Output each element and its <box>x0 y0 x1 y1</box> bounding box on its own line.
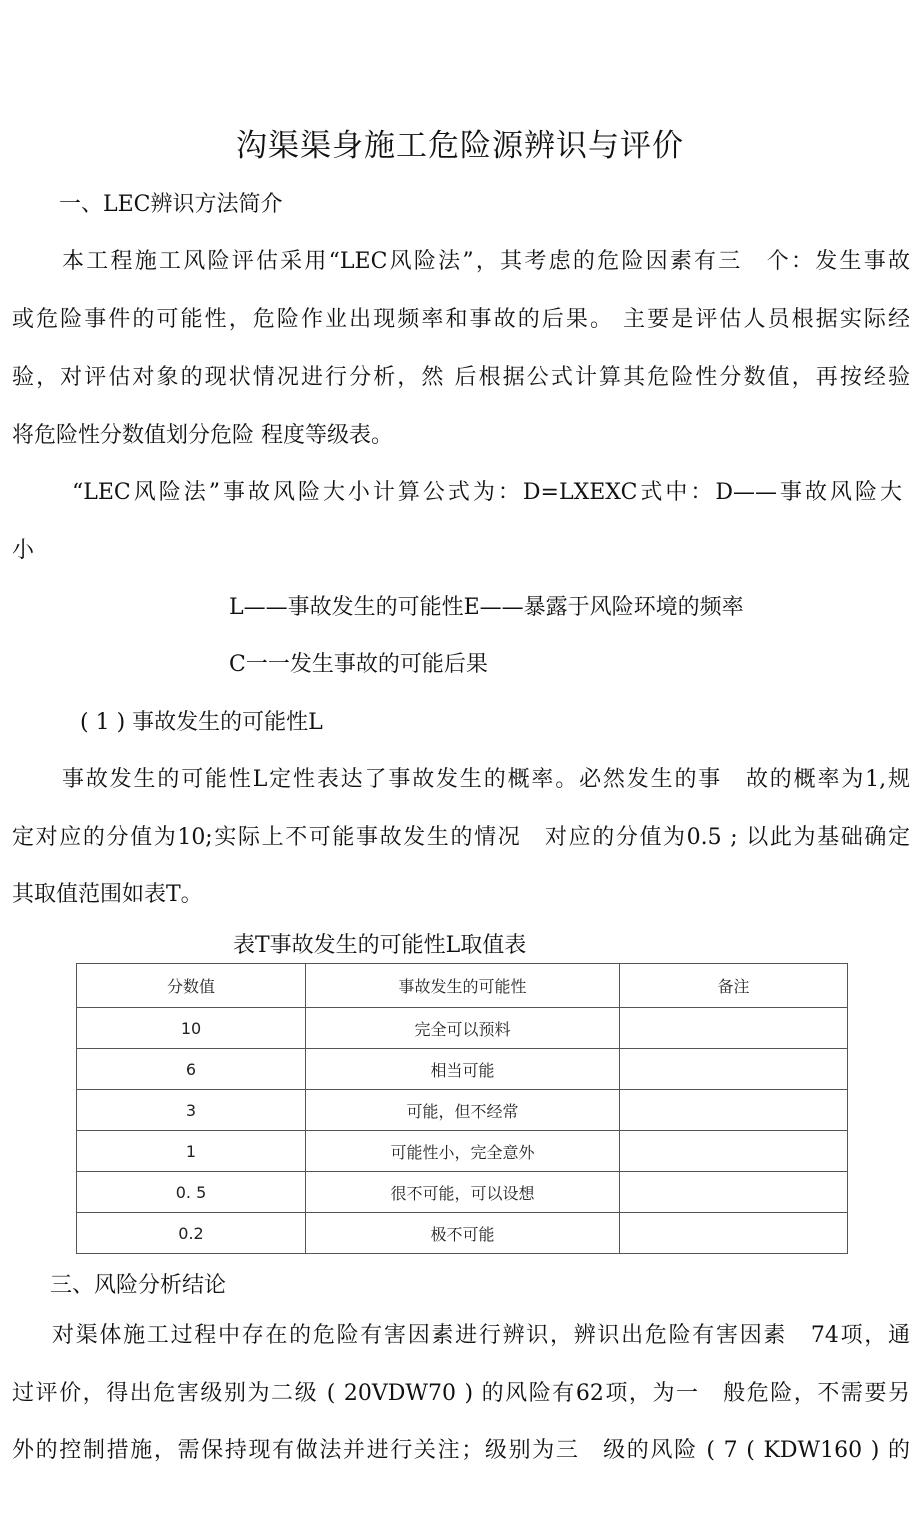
subsection-1-line-1: 事故发生的可能性L定性表达了事故发生的概率。必然发生的事 故的概率为1,规 <box>62 767 910 792</box>
subsection-1-line-2: 定对应的分值为10;实际上不可能事故发生的情况 对应的分值为0.5 ; 以此为基础确定 <box>12 825 910 850</box>
section-3-heading: 三、风险分析结论 <box>50 1273 227 1298</box>
note-cell <box>620 1049 848 1090</box>
paragraph-2-line-1: “LEC风险法”事故风险大小计算公式为：D=LXEXC式中：D——事故风险大 <box>72 480 902 505</box>
formula-line-1: L——事故发生的可能性E——暴露于风险环境的频率 <box>229 595 744 620</box>
likelihood-cell: 相当可能 <box>306 1049 620 1090</box>
score-cell: 0. 5 <box>77 1172 306 1213</box>
note-cell <box>620 1213 848 1254</box>
likelihood-cell: 极不可能 <box>306 1213 620 1254</box>
note-cell <box>620 1090 848 1131</box>
column-header-score: 分数值 <box>77 964 306 1008</box>
likelihood-cell: 很不可能，可以设想 <box>306 1172 620 1213</box>
likelihood-table <box>76 963 848 1254</box>
table-row <box>77 1172 848 1213</box>
table-row <box>77 1090 848 1131</box>
table-caption: 表T事故发生的可能性L取值表 <box>233 933 527 958</box>
note-cell <box>620 1131 848 1172</box>
table-row <box>77 1008 848 1049</box>
score-cell: 1 <box>77 1131 306 1172</box>
table-row <box>77 1213 848 1254</box>
section-1-heading: 一、LEC辨识方法简介 <box>59 192 283 217</box>
paragraph-1-line-2: 或危险事件的可能性，危险作业出现频率和事故的后果。 主要是评估人员根据实际经 <box>12 307 910 332</box>
table-header-row <box>77 964 848 1008</box>
column-header-note: 备注 <box>620 964 848 1008</box>
likelihood-cell: 可能性小，完全意外 <box>306 1131 620 1172</box>
score-cell: 0.2 <box>77 1213 306 1254</box>
likelihood-cell: 完全可以预料 <box>306 1008 620 1049</box>
paragraph-1-line-4: 将危险性分数值划分危险 程度等级表。 <box>12 423 393 448</box>
paragraph-1-line-1: 本工程施工风险评估采用“LEC风险法”，其考虑的危险因素有三 个：发生事故 <box>62 249 910 274</box>
section-3-line-3: 外的控制措施，需保持现有做法并进行关注；级别为三 级的风险 ( 7 ( KDW160 ) 的 <box>12 1438 910 1463</box>
paragraph-2-line-2: 小 <box>12 538 35 563</box>
note-cell <box>620 1008 848 1049</box>
document-title: 沟渠渠身施工危险源辨识与评价 <box>236 128 684 164</box>
score-cell: 6 <box>77 1049 306 1090</box>
subsection-1-heading: ( 1 ) 事故发生的可能性L <box>80 710 323 735</box>
paragraph-1-line-3: 验，对评估对象的现状情况进行分析，然 后根据公式计算其危险性分数值，再按经验 <box>12 365 910 390</box>
section-3-line-1: 对渠体施工过程中存在的危险有害因素进行辨识，辨识出危险有害因素 74项，通 <box>52 1323 910 1348</box>
subsection-1-line-3: 其取值范围如表T。 <box>12 882 203 907</box>
likelihood-cell: 可能，但不经常 <box>306 1090 620 1131</box>
score-cell: 10 <box>77 1008 306 1049</box>
table-row <box>77 1049 848 1090</box>
section-3-line-2: 过评价，得出危害级别为二级 ( 20VDW70 ) 的风险有62项，为一 般危险，不需要另 <box>12 1381 910 1406</box>
score-cell: 3 <box>77 1090 306 1131</box>
column-header-likelihood: 事故发生的可能性 <box>306 964 620 1008</box>
note-cell <box>620 1172 848 1213</box>
table-row <box>77 1131 848 1172</box>
formula-line-2: C一一发生事故的可能后果 <box>229 652 488 677</box>
